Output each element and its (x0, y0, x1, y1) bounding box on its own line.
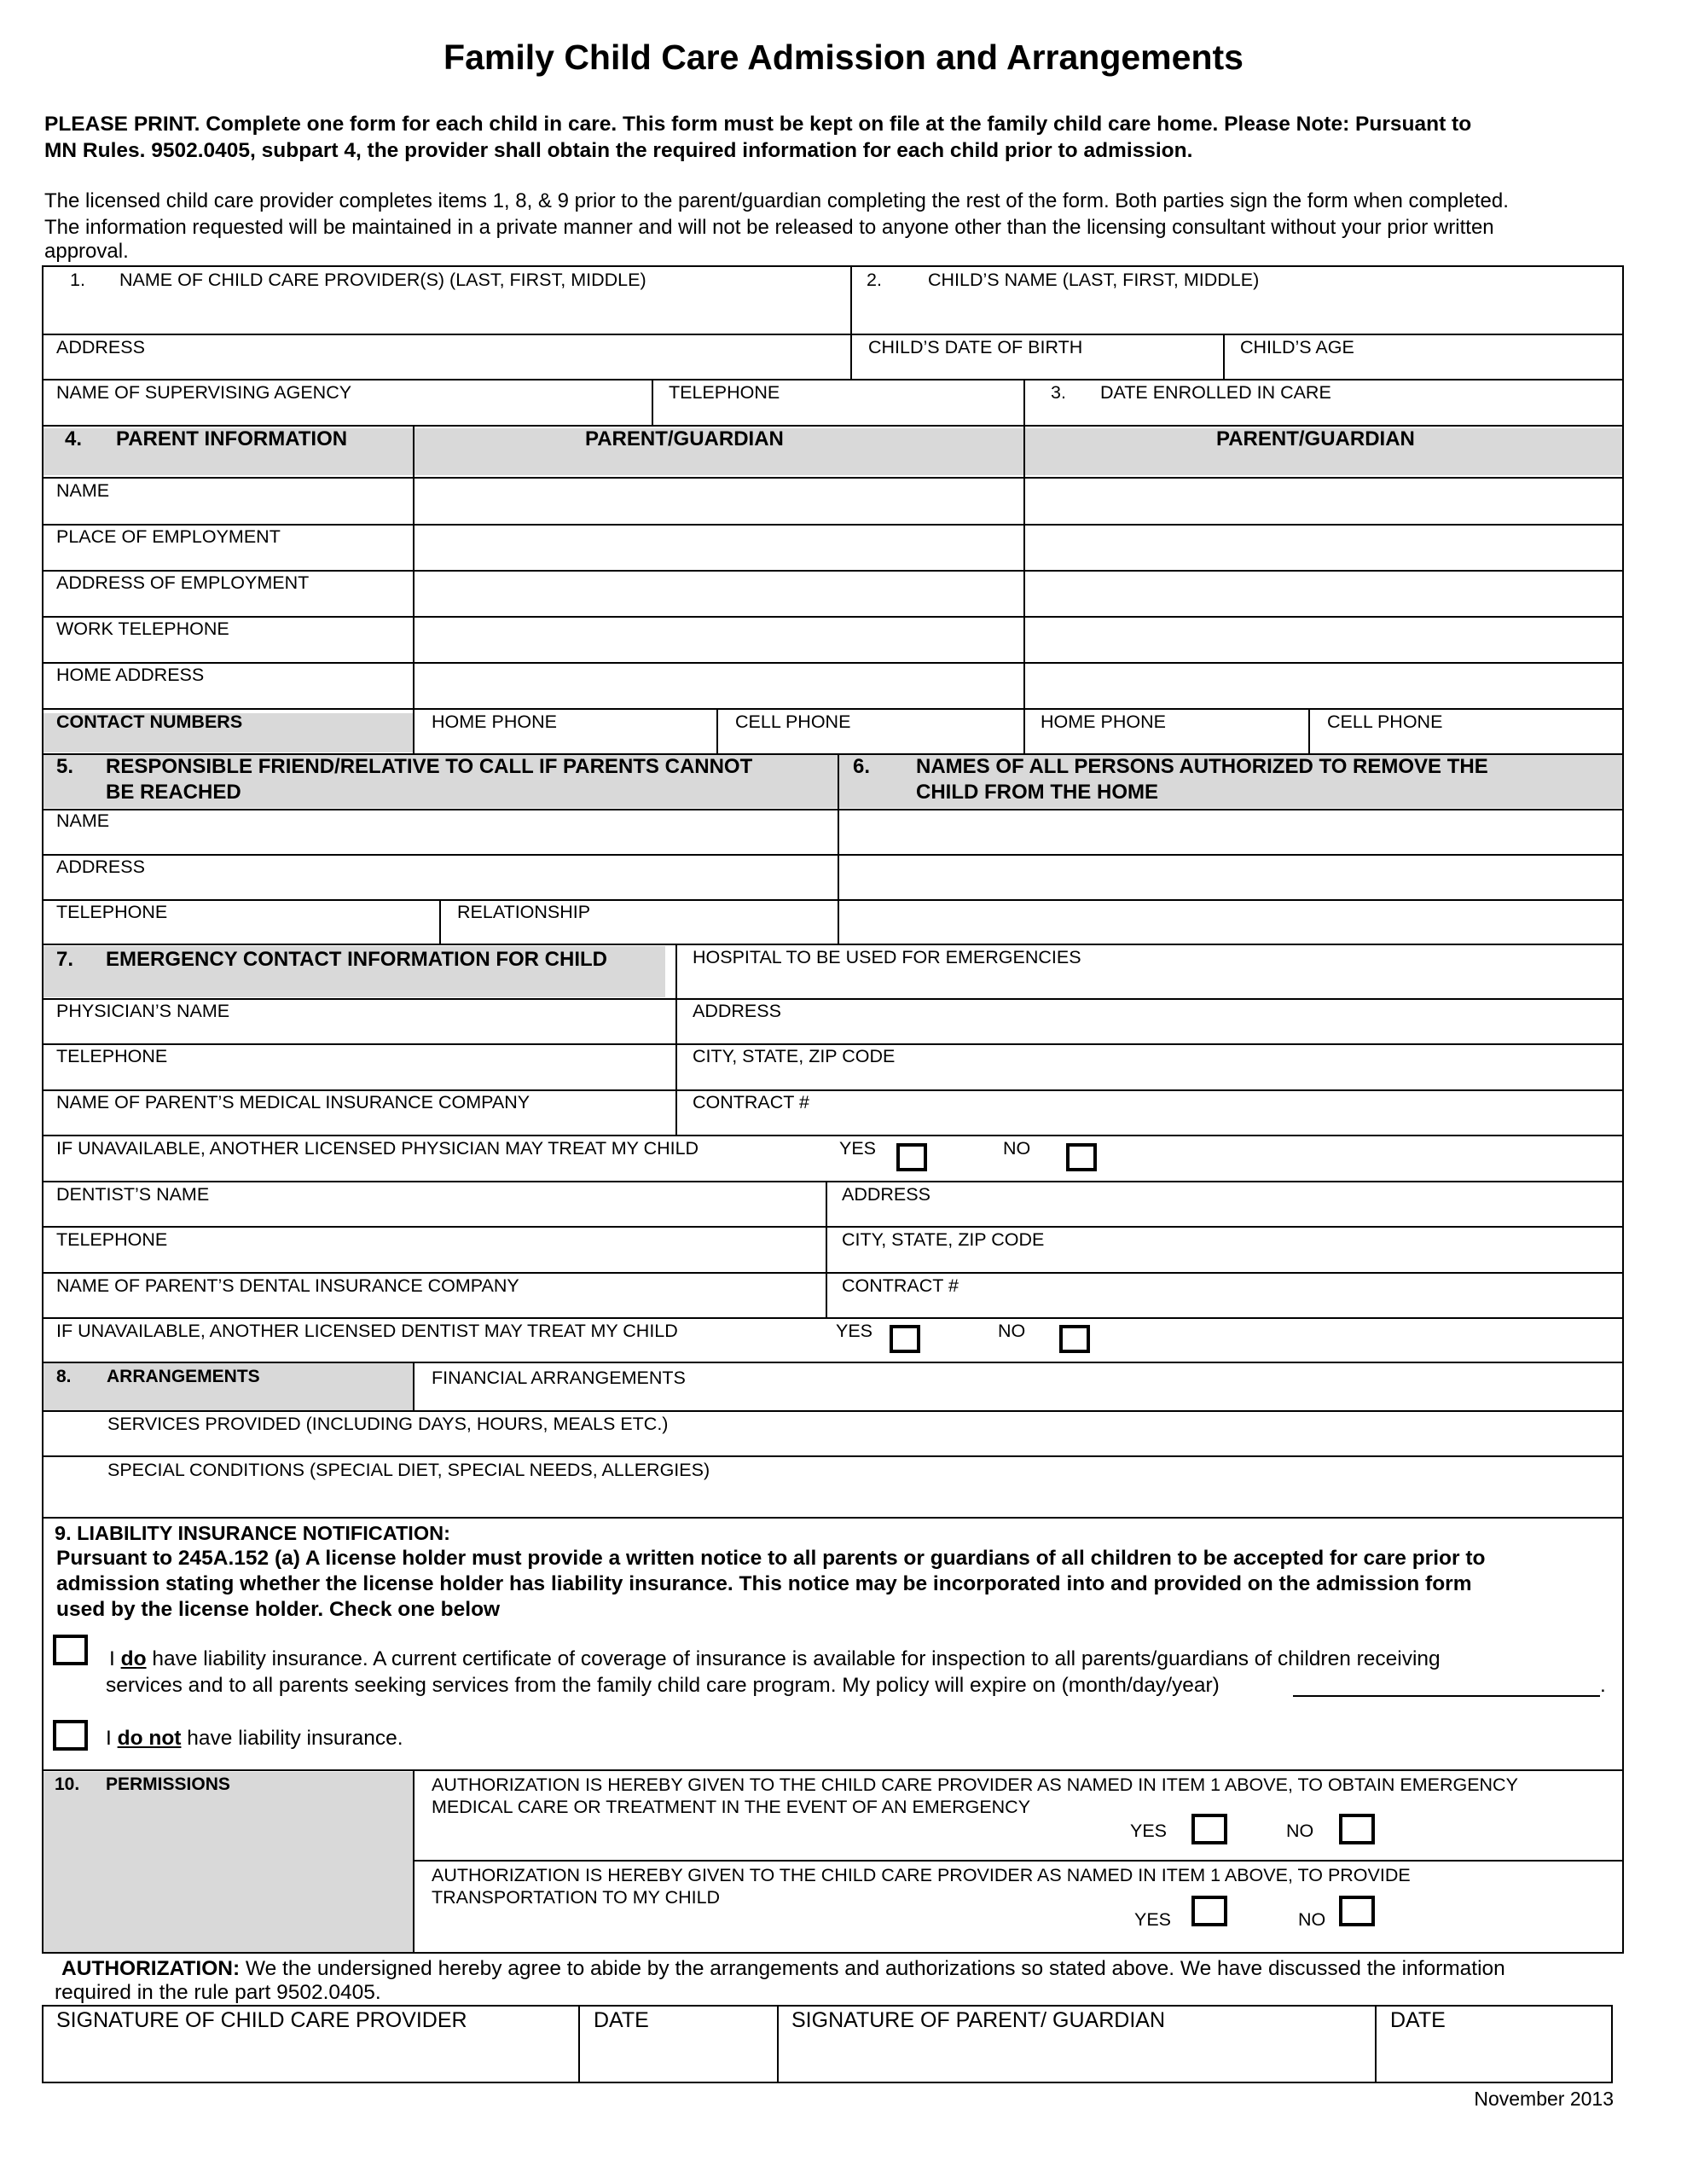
rule (42, 1135, 1624, 1136)
auth-transport-no-checkbox[interactable] (1339, 1896, 1375, 1926)
rule (42, 662, 1624, 664)
rule (439, 899, 441, 944)
rule (42, 1769, 1624, 1771)
provider-name-label: NAME OF CHILD CARE PROVIDER(S) (LAST, FIRST, MIDDLE) (119, 270, 646, 290)
supervising-agency-label: NAME OF SUPERVISING AGENCY (56, 382, 352, 403)
alt-dentist-label: IF UNAVAILABLE, ANOTHER LICENSED DENTIST MAY TREAT MY CHILD (56, 1321, 678, 1341)
rule (42, 1362, 1624, 1363)
parent-name-label: NAME (56, 480, 110, 501)
rule (42, 1517, 1624, 1519)
home-phone-label-1: HOME PHONE (432, 712, 557, 732)
section-9-title: 9. LIABILITY INSURANCE NOTIFICATION: (55, 1522, 450, 1544)
friend-name-label: NAME (56, 810, 110, 831)
alt-physician-no-label: NO (1003, 1138, 1031, 1159)
no-insurance-checkbox[interactable] (53, 1720, 88, 1751)
parent-date-label: DATE (1390, 2008, 1446, 2032)
rule (42, 1272, 1624, 1274)
parent-guardian-col-2: PARENT/GUARDIAN (1216, 427, 1415, 450)
section-5-title-2: BE REACHED (106, 781, 241, 804)
alt-dentist-yes-checkbox[interactable] (890, 1325, 920, 1353)
item-1-number: 1. (70, 270, 85, 290)
auth-emergency-no-checkbox[interactable] (1339, 1814, 1375, 1844)
section-6-title-1: NAMES OF ALL PERSONS AUTHORIZED TO REMOVE THE (916, 755, 1488, 778)
provider-date-label: DATE (594, 2008, 649, 2032)
hospital-label: HOSPITAL TO BE USED FOR EMERGENCIES (693, 947, 1081, 967)
rule (850, 265, 852, 380)
friend-relationship-label: RELATIONSHIP (457, 902, 591, 922)
alt-dentist-yes-label: YES (836, 1321, 873, 1341)
rule (42, 854, 1624, 856)
rule (413, 425, 415, 755)
rule (42, 524, 1624, 526)
dental-insurance-label: NAME OF PARENT’S DENTAL INSURANCE COMPANY (56, 1275, 519, 1296)
work-telephone-label: WORK TELEPHONE (56, 619, 229, 639)
services-provided-label: SERVICES PROVIDED (INCLUDING DAYS, HOURS, MEALS ETC.) (107, 1414, 669, 1434)
address-of-employment-label: ADDRESS OF EMPLOYMENT (56, 572, 310, 593)
auth-transport-line-2: TRANSPORTATION TO MY CHILD (432, 1887, 721, 1908)
agency-telephone-label: TELEPHONE (669, 382, 780, 403)
section-10-title: PERMISSIONS (106, 1774, 230, 1794)
section-5-title-1: RESPONSIBLE FRIEND/RELATIVE TO CALL IF PARENTS CANNOT (106, 755, 753, 778)
cell-phone-label-1: CELL PHONE (735, 712, 851, 732)
rule (413, 1860, 1624, 1862)
auth-emergency-line-1: AUTHORIZATION IS HEREBY GIVEN TO THE CHILD CARE PROVIDER AS NAMED IN ITEM 1 ABOVE, TO OBTAIN EMERGENCY (432, 1774, 1518, 1795)
alt-physician-no-checkbox[interactable] (1066, 1143, 1097, 1171)
section-10-number: 10. (55, 1774, 80, 1794)
rule (42, 1043, 1624, 1045)
rule (777, 2005, 779, 2083)
section-10-bg (43, 1772, 413, 1952)
item-3-number: 3. (1051, 382, 1066, 403)
policy-expiry-line[interactable] (1293, 1695, 1600, 1697)
provider-signature-label: SIGNATURE OF CHILD CARE PROVIDER (56, 2008, 467, 2032)
note-line-3: approval. (44, 240, 129, 263)
intro-line-1: PLEASE PRINT. Complete one form for each child in care. This form must be kept on file at the family child care home. Please Note: Pursuant to (44, 113, 1472, 136)
no-insurance-text: I do not have liability insurance. (106, 1727, 403, 1750)
section-6-number: 6. (853, 755, 871, 778)
section-9-para-3: used by the license holder. Check one below (56, 1598, 501, 1621)
section-7-title: EMERGENCY CONTACT INFORMATION FOR CHILD (106, 948, 607, 971)
dentist-city-label: CITY, STATE, ZIP CODE (842, 1229, 1045, 1250)
auth-transport-yes-label: YES (1134, 1909, 1172, 1930)
friend-telephone-label: TELEPHONE (56, 902, 168, 922)
auth-transport-line-1: AUTHORIZATION IS HEREBY GIVEN TO THE CHILD CARE PROVIDER AS NAMED IN ITEM 1 ABOVE, TO PROVIDE (432, 1865, 1411, 1885)
rule (675, 944, 677, 1136)
child-age-label: CHILD’S AGE (1240, 337, 1354, 357)
place-of-employment-label: PLACE OF EMPLOYMENT (56, 526, 281, 547)
rule (42, 1455, 1624, 1457)
rule (42, 1181, 1624, 1182)
rule (42, 616, 1624, 618)
rule (42, 2082, 1613, 2083)
section-9-para-1: Pursuant to 245A.152 (a) A license holder must provide a written notice to all parents or guardians of all children to be accepted for care prior to (56, 1547, 1486, 1570)
rule (42, 708, 1624, 710)
medical-contract-label: CONTRACT # (693, 1092, 809, 1112)
rule (1308, 708, 1310, 753)
item-2-number: 2. (867, 270, 882, 290)
friend-address-label: ADDRESS (56, 857, 145, 877)
rule (838, 753, 839, 944)
auth-emergency-line-2: MEDICAL CARE OR TREATMENT IN THE EVENT OF AN EMERGENCY (432, 1797, 1031, 1817)
note-line-1: The licensed child care provider completes items 1, 8, & 9 prior to the parent/guardian completing the rest of the form. Both parties sign the form when completed. (44, 189, 1509, 212)
rule (578, 2005, 580, 2083)
child-dob-label: CHILD’S DATE OF BIRTH (868, 337, 1083, 357)
rule (1023, 425, 1025, 755)
medical-insurance-label: NAME OF PARENT’S MEDICAL INSURANCE COMPANY (56, 1092, 530, 1112)
parent-guardian-col-1: PARENT/GUARDIAN (585, 427, 784, 450)
parent-signature-label: SIGNATURE OF PARENT/ GUARDIAN (791, 2008, 1166, 2032)
home-phone-label-2: HOME PHONE (1041, 712, 1166, 732)
auth-emergency-yes-checkbox[interactable] (1191, 1814, 1227, 1844)
rule (42, 1410, 1624, 1412)
rule (716, 708, 718, 753)
table-border-right (1622, 265, 1624, 1954)
rule (42, 1089, 1624, 1091)
policy-expiry-text: services and to all parents seeking services from the family child care program. My policy will expire on (month/day/year) (106, 1674, 1220, 1697)
physician-name-label: PHYSICIAN’S NAME (56, 1001, 230, 1021)
rule (42, 1226, 1624, 1228)
dentist-name-label: DENTIST’S NAME (56, 1184, 210, 1205)
physician-telephone-label: TELEPHONE (56, 1046, 168, 1066)
section-4-number: 4. (65, 427, 83, 450)
rule (413, 1769, 415, 1952)
special-conditions-label: SPECIAL CONDITIONS (SPECIAL DIET, SPECIAL NEEDS, ALLERGIES) (107, 1460, 710, 1480)
authorization-text: AUTHORIZATION: We the undersigned hereby agree to abide by the arrangements and authorizations so stated above. We have discussed the information (61, 1957, 1505, 1980)
has-insurance-text: I do have liability insurance. A current certificate of coverage of insurance is available for inspection to all parents/guardians of children receiving (109, 1647, 1441, 1670)
rule (1375, 2005, 1377, 2083)
note-line-2: The information requested will be maintained in a private manner and will not be released to anyone other than the licensing consultant without your prior written (44, 216, 1494, 239)
rule (42, 477, 1624, 479)
section-8-number: 8. (56, 1367, 72, 1386)
rule (42, 998, 1624, 1000)
policy-expiry-period: . (1600, 1674, 1606, 1697)
section-5-number: 5. (56, 755, 74, 778)
child-name-label: CHILD’S NAME (LAST, FIRST, MIDDLE) (928, 270, 1260, 290)
rule (42, 2005, 1613, 2007)
financial-arrangements-label: FINANCIAL ARRANGEMENTS (432, 1368, 686, 1388)
rule (42, 899, 1624, 901)
alt-physician-yes-checkbox[interactable] (896, 1143, 927, 1171)
rule (42, 334, 1624, 335)
date-enrolled-label: DATE ENROLLED IN CARE (1100, 382, 1331, 403)
alt-physician-label: IF UNAVAILABLE, ANOTHER LICENSED PHYSICIAN MAY TREAT MY CHILD (56, 1138, 699, 1159)
rule (42, 379, 1624, 380)
rule (42, 1317, 1624, 1319)
rule (42, 265, 1624, 267)
rule (652, 379, 653, 425)
hospital-address-label: ADDRESS (693, 1001, 781, 1021)
section-8-title: ARRANGEMENTS (107, 1367, 260, 1386)
auth-transport-no-label: NO (1298, 1909, 1326, 1930)
home-address-label: HOME ADDRESS (56, 665, 205, 685)
contact-numbers-label: CONTACT NUMBERS (56, 712, 243, 732)
page-title: Family Child Care Admission and Arrangements (443, 38, 1244, 77)
rule (42, 809, 1624, 810)
alt-physician-yes-label: YES (839, 1138, 877, 1159)
rule (42, 570, 1624, 572)
rule (42, 2005, 43, 2083)
alt-dentist-no-label: NO (998, 1321, 1026, 1341)
provider-address-label: ADDRESS (56, 337, 145, 357)
rule (1023, 379, 1025, 425)
section-7-number: 7. (56, 948, 74, 971)
section-4-title: PARENT INFORMATION (116, 427, 348, 450)
authorization-text-line-2: required in the rule part 9502.0405. (55, 1981, 381, 2004)
rule (413, 1362, 415, 1410)
dentist-telephone-label: TELEPHONE (56, 1229, 168, 1250)
auth-emergency-no-label: NO (1286, 1821, 1314, 1841)
auth-emergency-yes-label: YES (1130, 1821, 1168, 1841)
section-9-para-2: admission stating whether the license holder has liability insurance. This notice may be incorporated into and provided on the admission form (56, 1572, 1472, 1595)
dental-contract-label: CONTRACT # (842, 1275, 959, 1296)
rule (826, 1181, 827, 1317)
intro-line-2: MN Rules. 9502.0405, subpart 4, the provider shall obtain the required information for each child prior to admission. (44, 139, 1193, 162)
cell-phone-label-2: CELL PHONE (1327, 712, 1443, 732)
dentist-address-label: ADDRESS (842, 1184, 930, 1205)
section-6-title-2: CHILD FROM THE HOME (916, 781, 1158, 804)
rule (1611, 2005, 1613, 2083)
hospital-city-label: CITY, STATE, ZIP CODE (693, 1046, 896, 1066)
auth-transport-yes-checkbox[interactable] (1191, 1896, 1227, 1926)
rule (1223, 334, 1225, 379)
has-insurance-checkbox[interactable] (53, 1635, 88, 1665)
rule (42, 1952, 1624, 1954)
alt-dentist-no-checkbox[interactable] (1059, 1325, 1090, 1353)
footer-date: November 2013 (1474, 2088, 1614, 2110)
table-border-left (42, 265, 43, 1954)
rule (42, 944, 1624, 945)
